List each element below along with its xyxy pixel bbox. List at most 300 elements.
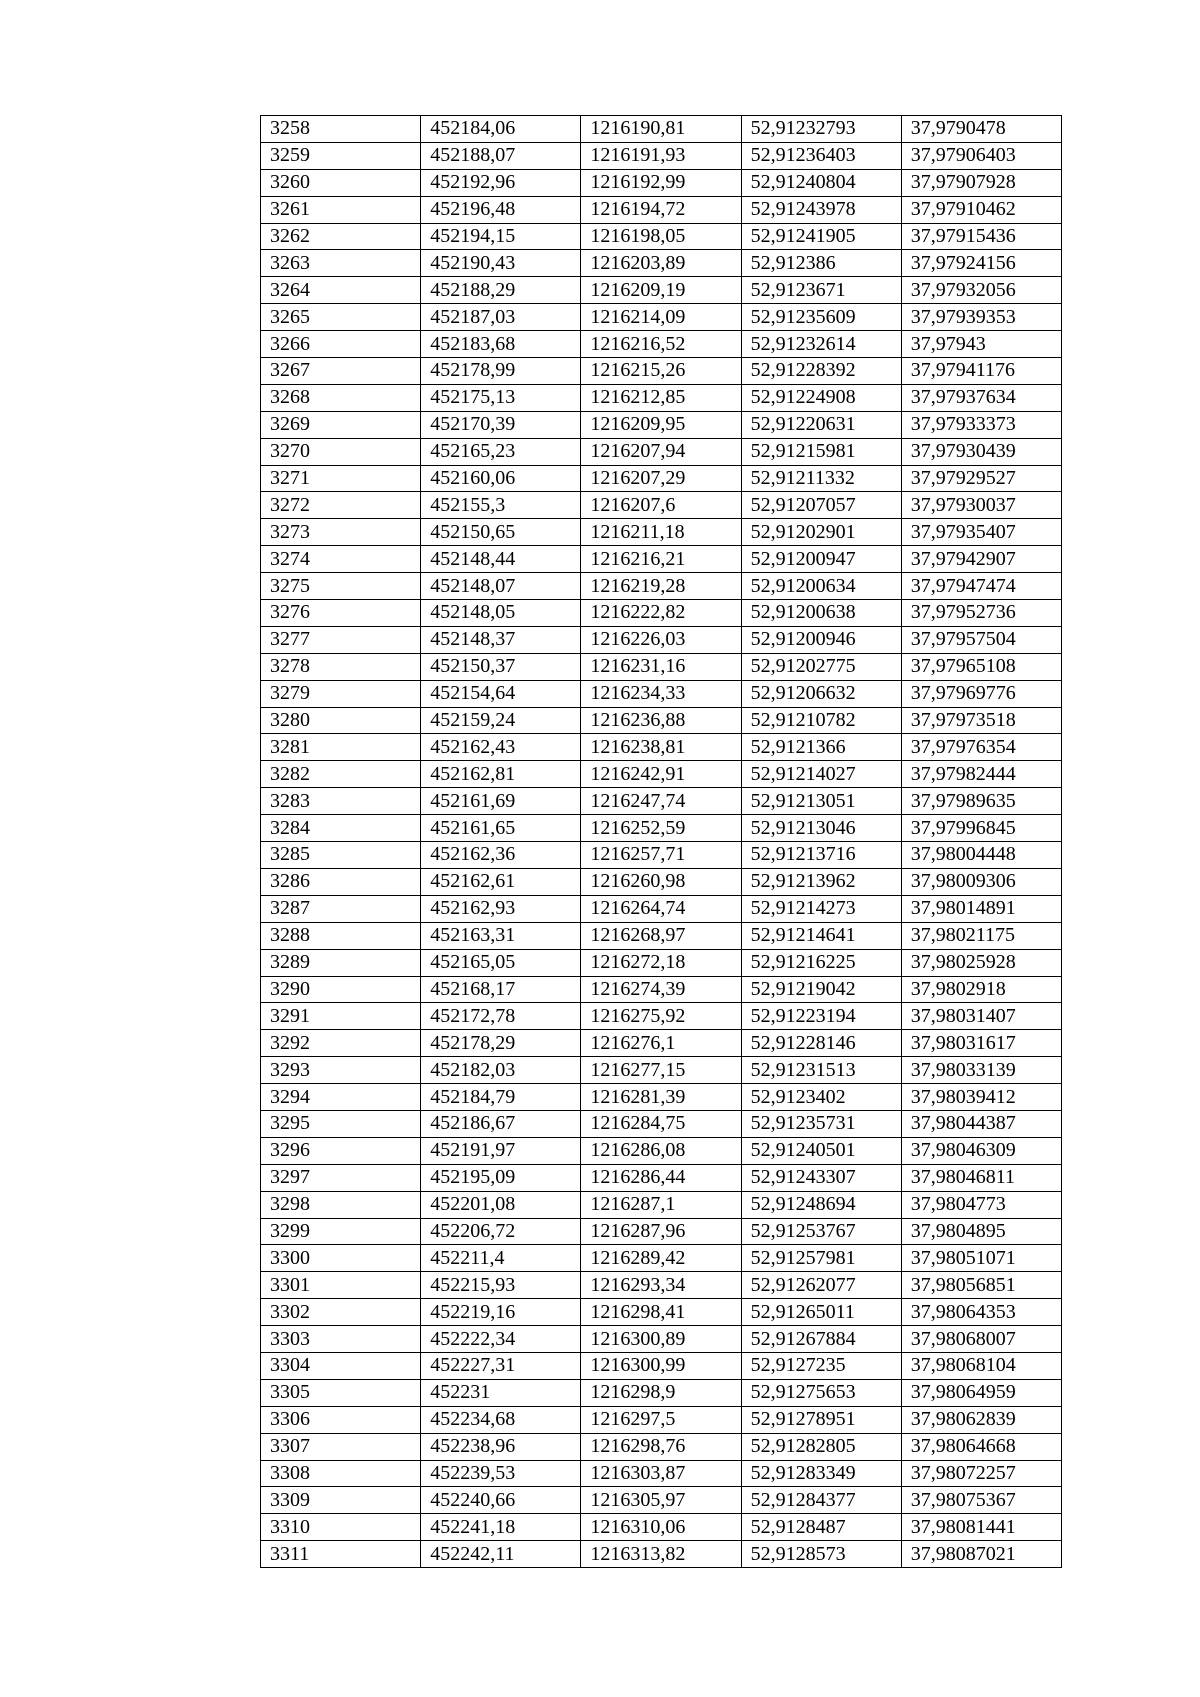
point-number-cell: 3282 (261, 761, 421, 788)
table-row (261, 277, 1062, 304)
longitude-cell: 37,97942907 (901, 546, 1061, 573)
longitude-cell: 37,97932056 (901, 277, 1061, 304)
longitude-cell: 37,98004448 (901, 842, 1061, 869)
longitude-cell: 37,98072257 (901, 1460, 1061, 1487)
latitude-cell: 52,91207057 (741, 492, 901, 519)
latitude-cell: 52,91235731 (741, 1110, 901, 1137)
longitude-cell: 37,9804773 (901, 1191, 1061, 1218)
table-row (261, 1030, 1062, 1057)
x-coordinate-cell: 452155,3 (421, 492, 581, 519)
point-number-cell: 3296 (261, 1137, 421, 1164)
table-row (261, 573, 1062, 600)
table-row (261, 358, 1062, 385)
longitude-cell: 37,97947474 (901, 573, 1061, 600)
y-coordinate-cell: 1216298,41 (581, 1299, 741, 1326)
x-coordinate-cell: 452186,67 (421, 1110, 581, 1137)
point-number-cell: 3274 (261, 546, 421, 573)
table-row (261, 1218, 1062, 1245)
longitude-cell: 37,97935407 (901, 519, 1061, 546)
point-number-cell: 3277 (261, 626, 421, 653)
x-coordinate-cell: 452161,69 (421, 788, 581, 815)
y-coordinate-cell: 1216272,18 (581, 949, 741, 976)
x-coordinate-cell: 452191,97 (421, 1137, 581, 1164)
table-row (261, 1084, 1062, 1111)
longitude-cell: 37,97937634 (901, 384, 1061, 411)
latitude-cell: 52,91210782 (741, 707, 901, 734)
table-row (261, 626, 1062, 653)
x-coordinate-cell: 452182,03 (421, 1057, 581, 1084)
point-number-cell: 3300 (261, 1245, 421, 1272)
point-number-cell: 3283 (261, 788, 421, 815)
point-number-cell: 3302 (261, 1299, 421, 1326)
x-coordinate-cell: 452172,78 (421, 1003, 581, 1030)
latitude-cell: 52,912386 (741, 250, 901, 277)
point-number-cell: 3291 (261, 1003, 421, 1030)
latitude-cell: 52,91265011 (741, 1299, 901, 1326)
latitude-cell: 52,91202901 (741, 519, 901, 546)
longitude-cell: 37,97943 (901, 331, 1061, 358)
table-row (261, 734, 1062, 761)
latitude-cell: 52,91284377 (741, 1487, 901, 1514)
y-coordinate-cell: 1216264,74 (581, 895, 741, 922)
point-number-cell: 3281 (261, 734, 421, 761)
point-number-cell: 3304 (261, 1352, 421, 1379)
y-coordinate-cell: 1216226,03 (581, 626, 741, 653)
y-coordinate-cell: 1216238,81 (581, 734, 741, 761)
x-coordinate-cell: 452162,61 (421, 868, 581, 895)
longitude-cell: 37,97982444 (901, 761, 1061, 788)
y-coordinate-cell: 1216216,21 (581, 546, 741, 573)
longitude-cell: 37,97910462 (901, 196, 1061, 223)
point-number-cell: 3273 (261, 519, 421, 546)
point-number-cell: 3279 (261, 680, 421, 707)
x-coordinate-cell: 452178,29 (421, 1030, 581, 1057)
y-coordinate-cell: 1216214,09 (581, 304, 741, 331)
latitude-cell: 52,91248694 (741, 1191, 901, 1218)
longitude-cell: 37,97941176 (901, 358, 1061, 385)
table-row (261, 196, 1062, 223)
longitude-cell: 37,98039412 (901, 1084, 1061, 1111)
point-number-cell: 3265 (261, 304, 421, 331)
y-coordinate-cell: 1216209,95 (581, 411, 741, 438)
x-coordinate-cell: 452162,81 (421, 761, 581, 788)
latitude-cell: 52,91211332 (741, 465, 901, 492)
longitude-cell: 37,97930037 (901, 492, 1061, 519)
table-row (261, 1057, 1062, 1084)
longitude-cell: 37,97973518 (901, 707, 1061, 734)
longitude-cell: 37,97965108 (901, 653, 1061, 680)
y-coordinate-cell: 1216313,82 (581, 1541, 741, 1568)
table-row (261, 1352, 1062, 1379)
y-coordinate-cell: 1216287,1 (581, 1191, 741, 1218)
y-coordinate-cell: 1216300,89 (581, 1326, 741, 1353)
latitude-cell: 52,91200634 (741, 573, 901, 600)
longitude-cell: 37,97929527 (901, 465, 1061, 492)
y-coordinate-cell: 1216203,89 (581, 250, 741, 277)
y-coordinate-cell: 1216216,52 (581, 331, 741, 358)
x-coordinate-cell: 452161,65 (421, 815, 581, 842)
longitude-cell: 37,97952736 (901, 600, 1061, 627)
longitude-cell: 37,97924156 (901, 250, 1061, 277)
point-number-cell: 3270 (261, 438, 421, 465)
x-coordinate-cell: 452162,43 (421, 734, 581, 761)
y-coordinate-cell: 1216207,29 (581, 465, 741, 492)
point-number-cell: 3268 (261, 384, 421, 411)
point-number-cell: 3264 (261, 277, 421, 304)
y-coordinate-cell: 1216215,26 (581, 358, 741, 385)
x-coordinate-cell: 452241,18 (421, 1514, 581, 1541)
latitude-cell: 52,9128573 (741, 1541, 901, 1568)
longitude-cell: 37,98031407 (901, 1003, 1061, 1030)
longitude-cell: 37,9802918 (901, 976, 1061, 1003)
point-number-cell: 3280 (261, 707, 421, 734)
x-coordinate-cell: 452183,68 (421, 331, 581, 358)
y-coordinate-cell: 1216222,82 (581, 600, 741, 627)
table-row (261, 331, 1062, 358)
point-number-cell: 3267 (261, 358, 421, 385)
x-coordinate-cell: 452188,29 (421, 277, 581, 304)
point-number-cell: 3260 (261, 169, 421, 196)
y-coordinate-cell: 1216268,97 (581, 922, 741, 949)
longitude-cell: 37,97930439 (901, 438, 1061, 465)
y-coordinate-cell: 1216257,71 (581, 842, 741, 869)
y-coordinate-cell: 1216310,06 (581, 1514, 741, 1541)
longitude-cell: 37,98009306 (901, 868, 1061, 895)
longitude-cell: 37,98056851 (901, 1272, 1061, 1299)
longitude-cell: 37,98081441 (901, 1514, 1061, 1541)
x-coordinate-cell: 452196,48 (421, 196, 581, 223)
table-row (261, 868, 1062, 895)
latitude-cell: 52,91200638 (741, 600, 901, 627)
y-coordinate-cell: 1216276,1 (581, 1030, 741, 1057)
longitude-cell: 37,98044387 (901, 1110, 1061, 1137)
table-row (261, 1137, 1062, 1164)
table-row (261, 680, 1062, 707)
y-coordinate-cell: 1216234,33 (581, 680, 741, 707)
longitude-cell: 37,97976354 (901, 734, 1061, 761)
x-coordinate-cell: 452175,13 (421, 384, 581, 411)
longitude-cell: 37,97996845 (901, 815, 1061, 842)
y-coordinate-cell: 1216252,59 (581, 815, 741, 842)
latitude-cell: 52,91253767 (741, 1218, 901, 1245)
table-row (261, 116, 1062, 143)
x-coordinate-cell: 452190,43 (421, 250, 581, 277)
y-coordinate-cell: 1216286,08 (581, 1137, 741, 1164)
table-body (261, 116, 1062, 1568)
table-row (261, 1164, 1062, 1191)
latitude-cell: 52,91235609 (741, 304, 901, 331)
point-number-cell: 3292 (261, 1030, 421, 1057)
latitude-cell: 52,9121366 (741, 734, 901, 761)
longitude-cell: 37,98021175 (901, 922, 1061, 949)
table-row (261, 1326, 1062, 1353)
point-number-cell: 3299 (261, 1218, 421, 1245)
x-coordinate-cell: 452148,05 (421, 600, 581, 627)
latitude-cell: 52,91200947 (741, 546, 901, 573)
latitude-cell: 52,91241905 (741, 223, 901, 250)
latitude-cell: 52,91213051 (741, 788, 901, 815)
longitude-cell: 37,98025928 (901, 949, 1061, 976)
y-coordinate-cell: 1216207,6 (581, 492, 741, 519)
x-coordinate-cell: 452184,06 (421, 116, 581, 143)
x-coordinate-cell: 452165,05 (421, 949, 581, 976)
table-row (261, 600, 1062, 627)
latitude-cell: 52,91216225 (741, 949, 901, 976)
point-number-cell: 3298 (261, 1191, 421, 1218)
y-coordinate-cell: 1216260,98 (581, 868, 741, 895)
x-coordinate-cell: 452187,03 (421, 304, 581, 331)
y-coordinate-cell: 1216293,34 (581, 1272, 741, 1299)
latitude-cell: 52,91202775 (741, 653, 901, 680)
y-coordinate-cell: 1216275,92 (581, 1003, 741, 1030)
y-coordinate-cell: 1216287,96 (581, 1218, 741, 1245)
table-row (261, 895, 1062, 922)
point-number-cell: 3301 (261, 1272, 421, 1299)
latitude-cell: 52,91228146 (741, 1030, 901, 1057)
latitude-cell: 52,9128487 (741, 1514, 901, 1541)
x-coordinate-cell: 452215,93 (421, 1272, 581, 1299)
table-row (261, 1191, 1062, 1218)
latitude-cell: 52,91278951 (741, 1406, 901, 1433)
y-coordinate-cell: 1216211,18 (581, 519, 741, 546)
table-row (261, 411, 1062, 438)
latitude-cell: 52,91228392 (741, 358, 901, 385)
longitude-cell: 37,98068104 (901, 1352, 1061, 1379)
point-number-cell: 3266 (261, 331, 421, 358)
latitude-cell: 52,91213962 (741, 868, 901, 895)
x-coordinate-cell: 452195,09 (421, 1164, 581, 1191)
latitude-cell: 52,91215981 (741, 438, 901, 465)
y-coordinate-cell: 1216289,42 (581, 1245, 741, 1272)
x-coordinate-cell: 452234,68 (421, 1406, 581, 1433)
longitude-cell: 37,9790478 (901, 116, 1061, 143)
table-row (261, 1406, 1062, 1433)
point-number-cell: 3288 (261, 922, 421, 949)
point-number-cell: 3285 (261, 842, 421, 869)
x-coordinate-cell: 452148,37 (421, 626, 581, 653)
longitude-cell: 37,98064668 (901, 1433, 1061, 1460)
point-number-cell: 3306 (261, 1406, 421, 1433)
point-number-cell: 3303 (261, 1326, 421, 1353)
x-coordinate-cell: 452231 (421, 1379, 581, 1406)
y-coordinate-cell: 1216305,97 (581, 1487, 741, 1514)
point-number-cell: 3276 (261, 600, 421, 627)
table-row (261, 438, 1062, 465)
longitude-cell: 37,97915436 (901, 223, 1061, 250)
table-row (261, 815, 1062, 842)
x-coordinate-cell: 452163,31 (421, 922, 581, 949)
table-row (261, 304, 1062, 331)
x-coordinate-cell: 452168,17 (421, 976, 581, 1003)
latitude-cell: 52,91220631 (741, 411, 901, 438)
y-coordinate-cell: 1216242,91 (581, 761, 741, 788)
longitude-cell: 37,98031617 (901, 1030, 1061, 1057)
point-number-cell: 3284 (261, 815, 421, 842)
x-coordinate-cell: 452148,44 (421, 546, 581, 573)
longitude-cell: 37,98051071 (901, 1245, 1061, 1272)
x-coordinate-cell: 452242,11 (421, 1541, 581, 1568)
point-number-cell: 3271 (261, 465, 421, 492)
y-coordinate-cell: 1216281,39 (581, 1084, 741, 1111)
x-coordinate-cell: 452170,39 (421, 411, 581, 438)
x-coordinate-cell: 452162,93 (421, 895, 581, 922)
point-number-cell: 3309 (261, 1487, 421, 1514)
point-number-cell: 3295 (261, 1110, 421, 1137)
point-number-cell: 3287 (261, 895, 421, 922)
table-row (261, 922, 1062, 949)
y-coordinate-cell: 1216194,72 (581, 196, 741, 223)
longitude-cell: 37,98046811 (901, 1164, 1061, 1191)
table-row (261, 1110, 1062, 1137)
table-row (261, 169, 1062, 196)
x-coordinate-cell: 452219,16 (421, 1299, 581, 1326)
x-coordinate-cell: 452227,31 (421, 1352, 581, 1379)
longitude-cell: 37,98046309 (901, 1137, 1061, 1164)
x-coordinate-cell: 452150,37 (421, 653, 581, 680)
point-number-cell: 3261 (261, 196, 421, 223)
x-coordinate-cell: 452178,99 (421, 358, 581, 385)
point-number-cell: 3311 (261, 1541, 421, 1568)
y-coordinate-cell: 1216284,75 (581, 1110, 741, 1137)
table-row (261, 1245, 1062, 1272)
y-coordinate-cell: 1216207,94 (581, 438, 741, 465)
x-coordinate-cell: 452240,66 (421, 1487, 581, 1514)
table-row (261, 788, 1062, 815)
point-number-cell: 3258 (261, 116, 421, 143)
point-number-cell: 3307 (261, 1433, 421, 1460)
y-coordinate-cell: 1216286,44 (581, 1164, 741, 1191)
latitude-cell: 52,91206632 (741, 680, 901, 707)
point-number-cell: 3290 (261, 976, 421, 1003)
latitude-cell: 52,91257981 (741, 1245, 901, 1272)
y-coordinate-cell: 1216274,39 (581, 976, 741, 1003)
x-coordinate-cell: 452239,53 (421, 1460, 581, 1487)
longitude-cell: 37,98064959 (901, 1379, 1061, 1406)
longitude-cell: 37,97907928 (901, 169, 1061, 196)
point-number-cell: 3305 (261, 1379, 421, 1406)
longitude-cell: 37,98087021 (901, 1541, 1061, 1568)
latitude-cell: 52,91200946 (741, 626, 901, 653)
table-row (261, 761, 1062, 788)
y-coordinate-cell: 1216219,28 (581, 573, 741, 600)
y-coordinate-cell: 1216298,76 (581, 1433, 741, 1460)
x-coordinate-cell: 452165,23 (421, 438, 581, 465)
y-coordinate-cell: 1216198,05 (581, 223, 741, 250)
y-coordinate-cell: 1216191,93 (581, 142, 741, 169)
table-row (261, 1541, 1062, 1568)
point-number-cell: 3286 (261, 868, 421, 895)
latitude-cell: 52,91214273 (741, 895, 901, 922)
x-coordinate-cell: 452159,24 (421, 707, 581, 734)
y-coordinate-cell: 1216231,16 (581, 653, 741, 680)
latitude-cell: 52,91243978 (741, 196, 901, 223)
longitude-cell: 37,98068007 (901, 1326, 1061, 1353)
coordinates-table (260, 115, 1062, 1568)
x-coordinate-cell: 452192,96 (421, 169, 581, 196)
table-row (261, 384, 1062, 411)
y-coordinate-cell: 1216209,19 (581, 277, 741, 304)
table-row (261, 519, 1062, 546)
latitude-cell: 52,9123402 (741, 1084, 901, 1111)
point-number-cell: 3278 (261, 653, 421, 680)
x-coordinate-cell: 452154,64 (421, 680, 581, 707)
table-row (261, 1433, 1062, 1460)
longitude-cell: 37,98064353 (901, 1299, 1061, 1326)
latitude-cell: 52,9127235 (741, 1352, 901, 1379)
longitude-cell: 37,98014891 (901, 895, 1061, 922)
table-row (261, 1460, 1062, 1487)
table-row (261, 976, 1062, 1003)
x-coordinate-cell: 452148,07 (421, 573, 581, 600)
point-number-cell: 3275 (261, 573, 421, 600)
table-row (261, 492, 1062, 519)
y-coordinate-cell: 1216298,9 (581, 1379, 741, 1406)
latitude-cell: 52,91214641 (741, 922, 901, 949)
latitude-cell: 52,91219042 (741, 976, 901, 1003)
table-row (261, 546, 1062, 573)
longitude-cell: 37,97969776 (901, 680, 1061, 707)
x-coordinate-cell: 452206,72 (421, 1218, 581, 1245)
point-number-cell: 3297 (261, 1164, 421, 1191)
y-coordinate-cell: 1216212,85 (581, 384, 741, 411)
y-coordinate-cell: 1216192,99 (581, 169, 741, 196)
latitude-cell: 52,91223194 (741, 1003, 901, 1030)
x-coordinate-cell: 452162,36 (421, 842, 581, 869)
latitude-cell: 52,91236403 (741, 142, 901, 169)
latitude-cell: 52,91213046 (741, 815, 901, 842)
table-row (261, 142, 1062, 169)
latitude-cell: 52,91283349 (741, 1460, 901, 1487)
table-row (261, 653, 1062, 680)
longitude-cell: 37,98075367 (901, 1487, 1061, 1514)
latitude-cell: 52,91213716 (741, 842, 901, 869)
latitude-cell: 52,91243307 (741, 1164, 901, 1191)
y-coordinate-cell: 1216247,74 (581, 788, 741, 815)
table-row (261, 842, 1062, 869)
y-coordinate-cell: 1216190,81 (581, 116, 741, 143)
x-coordinate-cell: 452201,08 (421, 1191, 581, 1218)
latitude-cell: 52,91240501 (741, 1137, 901, 1164)
table-row (261, 1379, 1062, 1406)
table-row (261, 707, 1062, 734)
point-number-cell: 3262 (261, 223, 421, 250)
x-coordinate-cell: 452184,79 (421, 1084, 581, 1111)
latitude-cell: 52,91282805 (741, 1433, 901, 1460)
latitude-cell: 52,91231513 (741, 1057, 901, 1084)
x-coordinate-cell: 452222,34 (421, 1326, 581, 1353)
longitude-cell: 37,97989635 (901, 788, 1061, 815)
table-row (261, 1514, 1062, 1541)
x-coordinate-cell: 452160,06 (421, 465, 581, 492)
point-number-cell: 3308 (261, 1460, 421, 1487)
table-row (261, 949, 1062, 976)
latitude-cell: 52,91240804 (741, 169, 901, 196)
table-row (261, 250, 1062, 277)
latitude-cell: 52,91267884 (741, 1326, 901, 1353)
y-coordinate-cell: 1216297,5 (581, 1406, 741, 1433)
longitude-cell: 37,97939353 (901, 304, 1061, 331)
point-number-cell: 3294 (261, 1084, 421, 1111)
longitude-cell: 37,97933373 (901, 411, 1061, 438)
point-number-cell: 3272 (261, 492, 421, 519)
point-number-cell: 3259 (261, 142, 421, 169)
x-coordinate-cell: 452211,4 (421, 1245, 581, 1272)
longitude-cell: 37,97906403 (901, 142, 1061, 169)
longitude-cell: 37,97957504 (901, 626, 1061, 653)
table-row (261, 1487, 1062, 1514)
longitude-cell: 37,98033139 (901, 1057, 1061, 1084)
x-coordinate-cell: 452188,07 (421, 142, 581, 169)
